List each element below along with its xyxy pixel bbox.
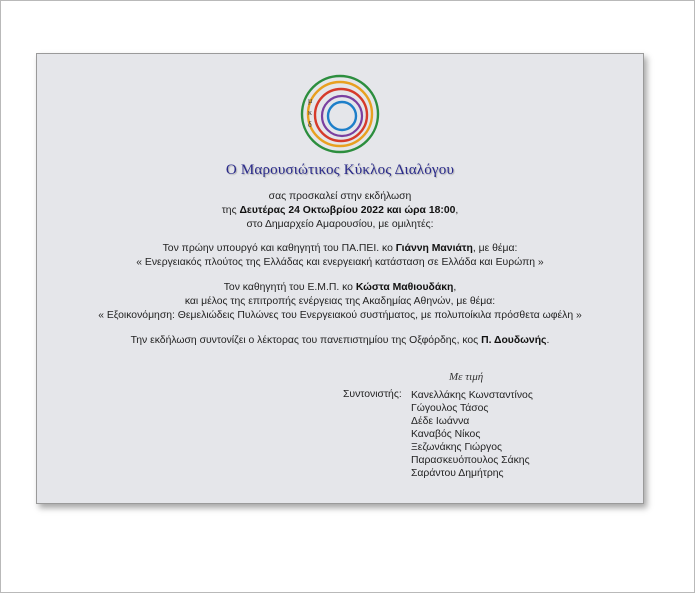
- circle-logo-icon: [299, 73, 381, 155]
- text-fragment: .: [546, 335, 550, 346]
- invitation-card: [36, 53, 644, 504]
- event-date: Δευτέρας 24 Οκτωβρίου 2022 και ώρα 18:00: [239, 205, 456, 216]
- organizer-name: Καναβός Νίκος: [411, 429, 481, 440]
- coordinator-name: Π. Δουδωνής: [481, 335, 547, 346]
- organizer-name: Παρασκευόπουλος Σάκης: [411, 455, 530, 466]
- regards-signature: Με τιμή: [449, 371, 484, 383]
- text-fragment: ,: [453, 282, 457, 293]
- organizer-name: Δέδε Ιωάννα: [411, 416, 470, 427]
- organizers-list: [411, 389, 533, 480]
- organizer-name: Κανελλάκης Κωνσταντίνος: [411, 390, 533, 401]
- speaker1-intro: [37, 243, 643, 254]
- logo-letter: δ: [308, 120, 312, 129]
- organizer-name: Γώγουλος Τάσος: [411, 403, 489, 414]
- coordinator-line: [37, 335, 643, 346]
- invite-line-1: σας προσκαλεί στην εκδήλωση: [268, 191, 412, 202]
- logo-letter: μ: [308, 96, 313, 105]
- invite-line-3: στο Δημαρχείο Αμαρουσίου, με ομιλητές:: [246, 219, 434, 230]
- invite-line-2: [37, 205, 643, 216]
- organizer-name: Ξεζωνάκης Γιώργος: [411, 442, 503, 453]
- speaker2-name: Κώστα Μαθιουδάκη: [355, 282, 454, 293]
- organizer-name: Σαράντου Δημήτρης: [411, 468, 504, 479]
- text-fragment: Την εκδήλωση συντονίζει ο λέκτορας του πανεπιστημίου της Οξφόρδης, κος: [130, 335, 482, 346]
- text-fragment: Τον καθηγητή του Ε.Μ.Π. κο: [223, 282, 356, 293]
- speaker2-intro: [37, 282, 643, 293]
- speaker2-affiliation: και μέλος της επιτροπής ενέργειας της Ακαδημίας Αθηνών, με θέμα:: [184, 296, 496, 307]
- text-fragment: της: [221, 205, 240, 216]
- speaker1-name: Γιάννη Μανιάτη: [395, 243, 473, 254]
- text-fragment: , με θέμα:: [472, 243, 518, 254]
- speaker2-topic: « Εξοικονόμηση: Θεμελιώδεις Πυλώνες του Ενεργειακού συστήματος, με πολυποίκιλα πρόσθετα ωφέλη »: [98, 310, 582, 321]
- organizers-label: Συντονιστής:: [343, 389, 402, 400]
- logo-letter: κ: [308, 108, 313, 117]
- speaker1-topic: « Ενεργειακός πλούτος της Ελλάδας και ενεργειακή κατάσταση σε Ελλάδα και Ευρώπη »: [136, 257, 544, 268]
- organization-title: Ο Μαρουσιώτικος Κύκλος Διαλόγου: [225, 162, 455, 178]
- text-fragment: ,: [455, 205, 459, 216]
- text-fragment: Τον πρώην υπουργό και καθηγητή του ΠΑ.ΠΕΙ. κο: [162, 243, 396, 254]
